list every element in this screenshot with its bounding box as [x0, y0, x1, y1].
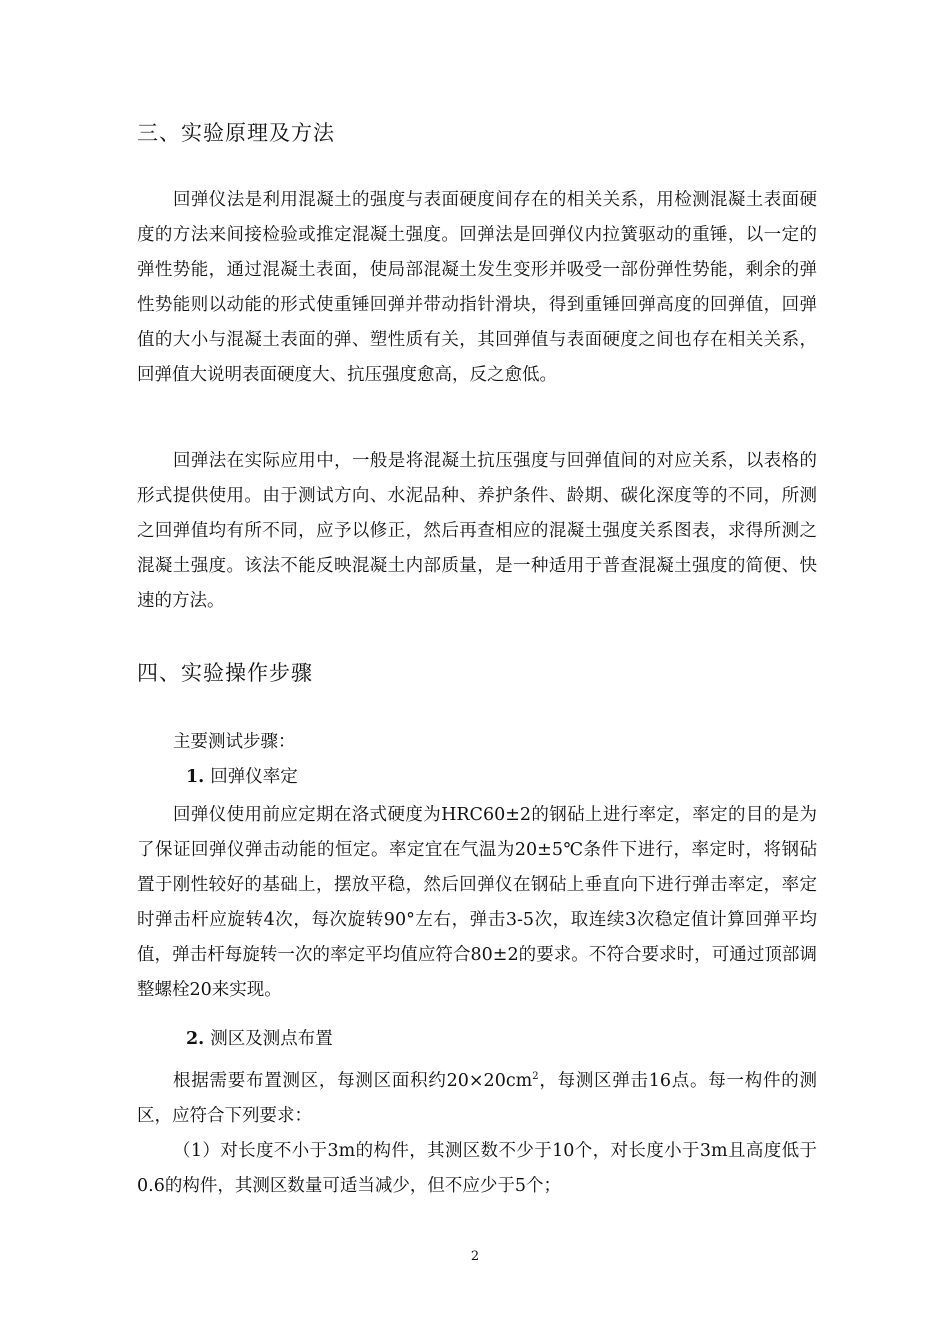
paragraph-principle-2: 回弹法在实际应用中，一般是将混凝土抗压强度与回弹值间的对应关系，以表格的形式提供使用。由于测试方向、水泥品种、养护条件、龄期、碳化深度等的不同，所测之回弹值均有所不同，应予以修正，然后再查相应的混凝土强度关系图表，求得所测之混凝土强度。该法不能反映混凝土内部质量，是一种适用于普查混凝土强度的简便、快速的方法。	[137, 451, 817, 611]
section-heading-principle: 三、实验原理及方法	[137, 121, 335, 145]
section-heading-steps: 四、实验操作步骤	[137, 661, 313, 685]
step-2-number: 2.	[186, 1029, 205, 1049]
paragraph-step-2-before: 根据需要布置测区，每测区面积约20×20cm	[173, 1070, 533, 1091]
step-1-heading	[186, 762, 298, 792]
step-1-number: 1.	[186, 767, 205, 787]
steps-intro: 主要测试步骤：	[173, 732, 296, 752]
step-2-title: 测区及测点布置	[210, 1029, 333, 1049]
step-1-title: 回弹仪率定	[210, 767, 298, 787]
paragraph-step-2-after: ，每测区弹击16点。每一构件的测区，应符合下列要求：	[137, 1070, 817, 1126]
paragraph-step-2	[137, 1059, 817, 1134]
superscript-squared: 2	[532, 1071, 539, 1082]
page-number: 2	[470, 1249, 480, 1264]
paragraph-step-1: 回弹仪使用前应定期在洛式硬度为HRC60±2的钢砧上进行率定，率定的目的是为了保证回弹仪弹击动能的恒定。率定宜在气温为20±5℃条件下进行，率定时，将钢砧置于刚性较好的基础上，摆放平稳，然后回弹仪在钢砧上垂直向下进行弹击率定，率定时弹击杆应旋转4次，每次旋转90°左右，弹击3-5次，取连续3次稳定值计算回弹平均值，弹击杆每旋转一次的率定平均值应符合80±2的要求。不符合要求时，可通过顶部调整螺栓20来实现。	[137, 805, 817, 1000]
list-item-step-2-1: （1）对长度不小于3m的构件，其测区数不少于10个，对长度小于3m且高度低于0.6的构件，其测区数量可适当减少，但不应少于5个；	[137, 1141, 817, 1196]
step-2-heading	[186, 1024, 333, 1054]
paragraph-principle-1: 回弹仪法是利用混凝土的强度与表面硬度间存在的相关关系，用检测混凝土表面硬度的方法来间接检验或推定混凝土强度。回弹法是回弹仪内拉簧驱动的重锤，以一定的弹性势能，通过混凝土表面，使局部混凝土发生变形并吸受一部份弹性势能，剩余的弹性势能则以动能的形式使重锤回弹并带动指针滑块，得到重锤回弹高度的回弹值，回弹值的大小与混凝土表面的弹、塑性质有关，其回弹值与表面硬度之间也存在相关关系，回弹值大说明表面硬度大、抗压强度愈高，反之愈低。	[137, 190, 817, 385]
